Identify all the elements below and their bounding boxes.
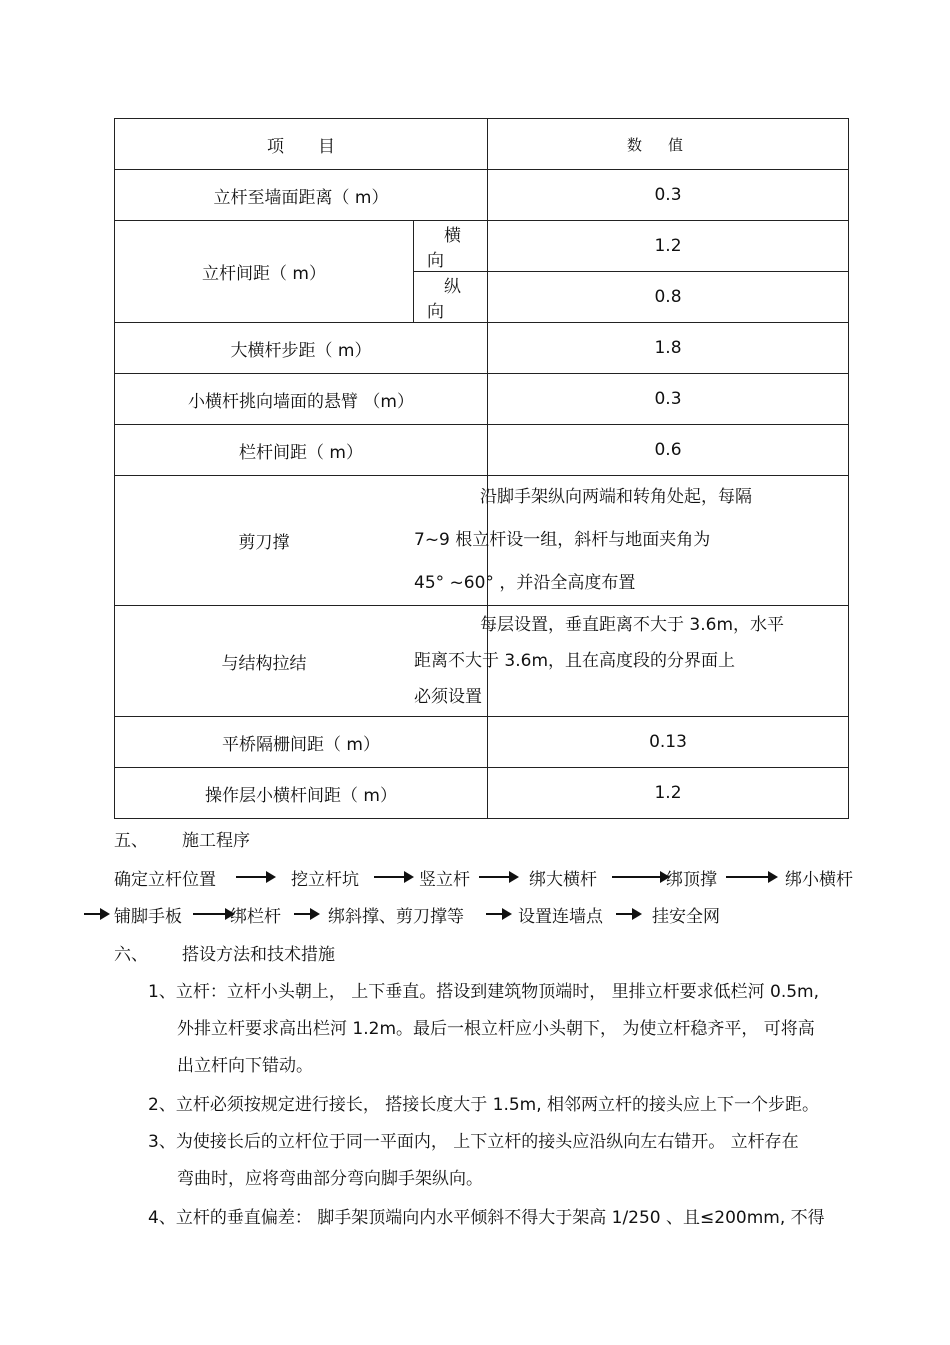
row-sublabel: 纵向 bbox=[414, 272, 488, 323]
section-heading-5: 五、 施工程序 bbox=[114, 831, 250, 851]
row-label: 小横杆挑向墙面的悬臂 （m） bbox=[115, 374, 488, 425]
row-label: 大横杆步距（ m） bbox=[115, 323, 488, 374]
header-value: 数值 bbox=[488, 119, 849, 170]
table-row bbox=[115, 768, 849, 819]
arrow-right-icon bbox=[84, 913, 108, 915]
row-description: 每层设置，垂直距离不大于 3.6m，水平 距离不大于 3.6m，且在高度段的分界面上 必须设置 bbox=[414, 606, 775, 717]
flow-step: 绑大横杆 bbox=[529, 870, 597, 890]
paragraph-line: 外排立杆要求高出栏河 1.2m。最后一根立杆应小头朝下， 为使立杆稳齐平， 可将高 bbox=[177, 1019, 815, 1039]
flow-step: 竖立杆 bbox=[419, 870, 470, 890]
scaffold-spec-table bbox=[114, 118, 849, 819]
table-header-row bbox=[115, 119, 849, 170]
flow-step: 挖立杆坑 bbox=[291, 870, 359, 890]
arrow-right-icon bbox=[616, 913, 640, 915]
row-label: 剪刀撑 bbox=[115, 476, 488, 606]
arrow-right-icon bbox=[479, 876, 517, 878]
paragraph-line: 1、立杆：立杆小头朝上， 上下垂直。搭设到建筑物顶端时， 里排立杆要求低栏河 0.5m, bbox=[148, 982, 820, 1002]
flow-step: 设置连墙点 bbox=[518, 907, 603, 927]
table-row bbox=[115, 323, 849, 374]
table-row bbox=[115, 717, 849, 768]
paragraph-line: 2、立杆必须按规定进行接长， 搭接长度大于 1.5m, 相邻两立杆的接头应上下一个步距。 bbox=[148, 1095, 820, 1115]
arrow-right-icon bbox=[236, 876, 274, 878]
table-row bbox=[115, 221, 849, 272]
flow-step: 铺脚手板 bbox=[114, 907, 182, 927]
flow-step: 确定立杆位置 bbox=[114, 870, 216, 890]
row-sublabel: 横向 bbox=[414, 221, 488, 272]
table-row bbox=[115, 170, 849, 221]
arrow-right-icon bbox=[193, 913, 233, 915]
flow-step: 绑小横杆 bbox=[785, 870, 853, 890]
header-item: 项目 bbox=[115, 119, 488, 170]
flow-step: 绑顶撑 bbox=[666, 870, 717, 890]
row-label: 栏杆间距（ m） bbox=[115, 425, 488, 476]
arrow-right-icon bbox=[374, 876, 412, 878]
row-label: 与结构拉结 bbox=[115, 606, 488, 717]
row-value: 1.2 bbox=[488, 221, 849, 272]
table-row bbox=[115, 374, 849, 425]
flow-step: 绑栏杆 bbox=[230, 907, 281, 927]
row-value: 0.6 bbox=[488, 425, 849, 476]
row-value: 0.13 bbox=[488, 717, 849, 768]
arrow-right-icon bbox=[294, 913, 318, 915]
row-label: 立杆至墙面距离（ m） bbox=[115, 170, 488, 221]
row-label: 立杆间距（ m） bbox=[115, 221, 414, 323]
flow-step: 挂安全网 bbox=[652, 907, 720, 927]
paragraph-line: 出立杆向下错动。 bbox=[177, 1056, 313, 1076]
paragraph-line: 3、为使接长后的立杆位于同一平面内， 上下立杆的接头应沿纵向左右错开。 立杆存在 bbox=[148, 1132, 799, 1152]
table-row bbox=[115, 476, 849, 606]
paragraph-line: 弯曲时，应将弯曲部分弯向脚手架纵向。 bbox=[177, 1169, 483, 1189]
arrow-right-icon bbox=[726, 876, 776, 878]
flow-step: 绑斜撑、剪刀撑等 bbox=[328, 907, 464, 927]
table-row bbox=[115, 425, 849, 476]
row-value: 0.8 bbox=[488, 272, 849, 323]
row-description: 沿脚手架纵向两端和转角处起，每隔 7~9 根立杆设一组，斜杆与地面夹角为 45° ~60° ，并沿全高度布置 bbox=[414, 476, 775, 606]
row-value: 0.3 bbox=[488, 170, 849, 221]
row-value: 0.3 bbox=[488, 374, 849, 425]
arrow-right-icon bbox=[612, 876, 668, 878]
row-value: 1.2 bbox=[488, 768, 849, 819]
section-heading-6: 六、 搭设方法和技术措施 bbox=[114, 945, 335, 965]
row-label: 平桥隔栅间距（ m） bbox=[115, 717, 488, 768]
arrow-right-icon bbox=[486, 913, 510, 915]
paragraph-line: 4、立杆的垂直偏差： 脚手架顶端向内水平倾斜不得大于架高 1/250 、且≤200mm, 不得 bbox=[148, 1208, 825, 1228]
row-value: 1.8 bbox=[488, 323, 849, 374]
row-label: 操作层小横杆间距（ m） bbox=[115, 768, 488, 819]
table-row bbox=[115, 606, 849, 717]
